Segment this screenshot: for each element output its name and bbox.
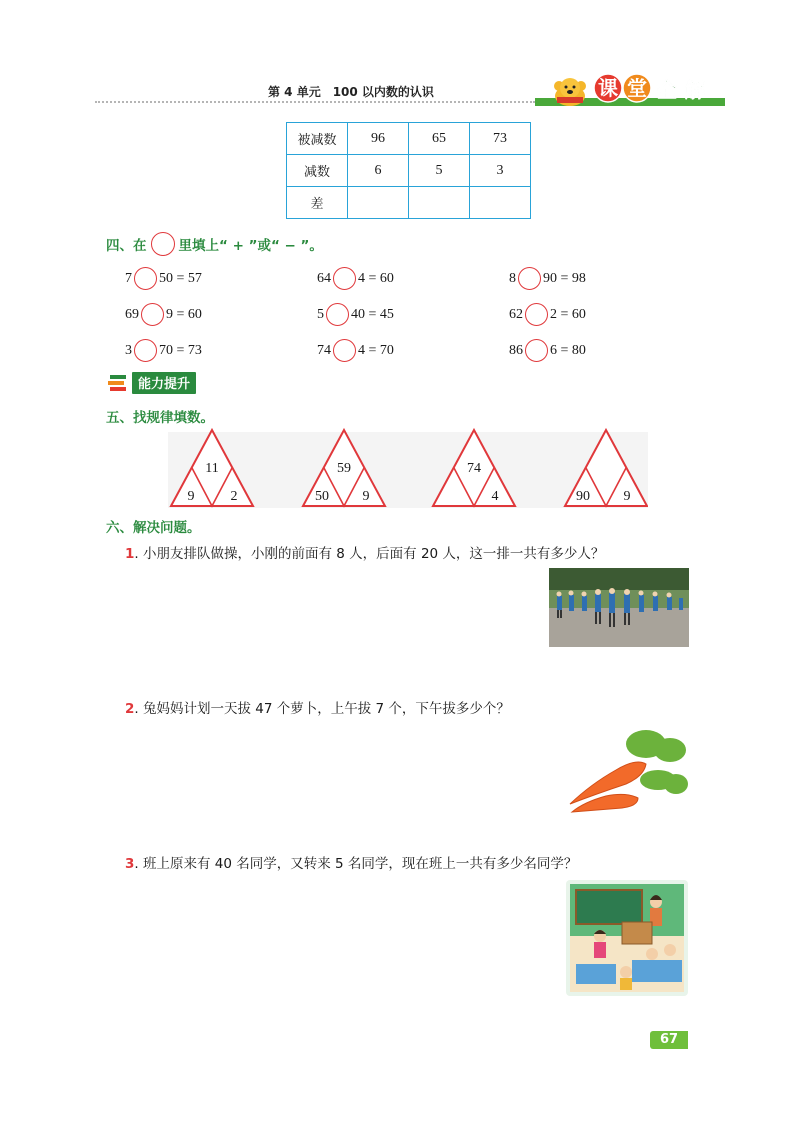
triangle-left-value: 90 <box>576 489 590 504</box>
operand: 9 = 60 <box>166 306 202 322</box>
bear-mascot-icon <box>554 78 586 106</box>
table-row <box>287 123 531 155</box>
triangle-top-value: 11 <box>205 461 219 476</box>
table-cell: 96 <box>348 123 409 155</box>
question-2 <box>125 697 510 717</box>
ability-label: 能力提升 <box>132 372 196 394</box>
question-1 <box>125 542 604 562</box>
equation <box>125 303 202 326</box>
operator-blank[interactable] <box>333 339 356 362</box>
operator-blank[interactable] <box>333 267 356 290</box>
question-number: 1 <box>125 546 135 562</box>
question-number: 2 <box>125 701 135 717</box>
operand: 86 <box>509 342 523 358</box>
operand: 74 <box>317 342 331 358</box>
triangle-right-value: 9 <box>623 489 631 504</box>
chapter-title: 第 4 单元 100 以内数的认识 <box>268 85 434 99</box>
table-cell: 5 <box>409 155 470 187</box>
teacher-figure <box>650 895 662 926</box>
equation <box>317 303 394 326</box>
operand: 69 <box>125 306 139 322</box>
brand-char-4: 解 <box>685 78 705 102</box>
operand: 4 = 70 <box>358 342 394 358</box>
operand: 8 <box>509 270 516 286</box>
question-text: . 兔妈妈计划一天拔 47 个萝卜，上午拔 7 个，下午拔多少个？ <box>134 701 510 717</box>
operator-blank[interactable] <box>326 303 349 326</box>
row-label: 被减数 <box>287 123 348 155</box>
operand: 64 <box>317 270 331 286</box>
table-cell: 6 <box>348 155 409 187</box>
operand: 90 = 98 <box>543 270 586 286</box>
header-divider <box>95 101 535 103</box>
triangle-right-value: 4 <box>491 489 499 504</box>
operand: 6 = 80 <box>550 342 586 358</box>
row-label: 差 <box>287 187 348 219</box>
table-row <box>287 187 531 219</box>
operator-blank[interactable] <box>134 339 157 362</box>
subtraction-table <box>286 122 531 219</box>
brand-logo <box>535 68 725 112</box>
section-4-title-post: 里填上“ + ”或“ − ”。 <box>178 238 323 254</box>
triangle-right-value: 2 <box>230 489 238 504</box>
operand: 2 = 60 <box>550 306 586 322</box>
operand: 50 = 57 <box>159 270 202 286</box>
table-cell: 3 <box>470 155 531 187</box>
equation <box>125 339 202 362</box>
student-figure <box>594 930 606 958</box>
section-6-title: 六、解决问题。 <box>106 520 201 536</box>
brand-char-1: 课 <box>598 76 618 100</box>
question-number: 3 <box>125 856 135 872</box>
section-4-heading <box>106 232 323 256</box>
triangle-top-value: 59 <box>337 461 351 476</box>
classroom-illustration <box>566 880 688 996</box>
stack-icon <box>108 374 128 392</box>
equation <box>317 267 394 290</box>
brand-char-3: 全 <box>657 78 677 102</box>
answer-cell[interactable] <box>348 187 409 219</box>
section-5-title: 五、找规律填数。 <box>106 410 214 426</box>
triangle-puzzles <box>168 428 648 510</box>
triangle-right-value: 9 <box>362 489 370 504</box>
operator-blank[interactable] <box>525 303 548 326</box>
section-4-title-pre: 四、在 <box>106 238 147 254</box>
answer-cell[interactable] <box>409 187 470 219</box>
equation <box>509 303 586 326</box>
operator-blank[interactable] <box>518 267 541 290</box>
brand-char-2: 堂 <box>627 76 647 100</box>
equation <box>125 267 202 290</box>
operator-blank[interactable] <box>134 267 157 290</box>
operator-blank[interactable] <box>525 339 548 362</box>
operand: 62 <box>509 306 523 322</box>
triangle-top-value: 74 <box>467 461 481 476</box>
triangle-left-value: 9 <box>187 489 195 504</box>
ability-banner <box>108 372 196 394</box>
operand: 7 <box>125 270 132 286</box>
page-number: 67 <box>650 1031 688 1049</box>
question-text: . 小朋友排队做操，小刚的前面有 8 人，后面有 20 人，这一排一共有多少人？ <box>134 546 605 562</box>
circle-icon <box>151 232 175 256</box>
operand: 3 <box>125 342 132 358</box>
operand: 4 = 60 <box>358 270 394 286</box>
operator-blank[interactable] <box>141 303 164 326</box>
carrot-illustration <box>566 722 690 814</box>
table-row <box>287 155 531 187</box>
equation <box>509 339 586 362</box>
equation <box>509 267 586 290</box>
question-3 <box>125 852 577 872</box>
operand: 70 = 73 <box>159 342 202 358</box>
triangle-left-value: 50 <box>315 489 329 504</box>
row-label: 减数 <box>287 155 348 187</box>
answer-cell[interactable] <box>470 187 531 219</box>
table-cell: 65 <box>409 123 470 155</box>
table-cell: 73 <box>470 123 531 155</box>
equation <box>317 339 394 362</box>
exercise-photo <box>549 568 689 647</box>
question-text: . 班上原来有 40 名同学，又转来 5 名同学，现在班上一共有多少名同学？ <box>134 856 578 872</box>
operand: 40 = 45 <box>351 306 394 322</box>
operand: 5 <box>317 306 324 322</box>
